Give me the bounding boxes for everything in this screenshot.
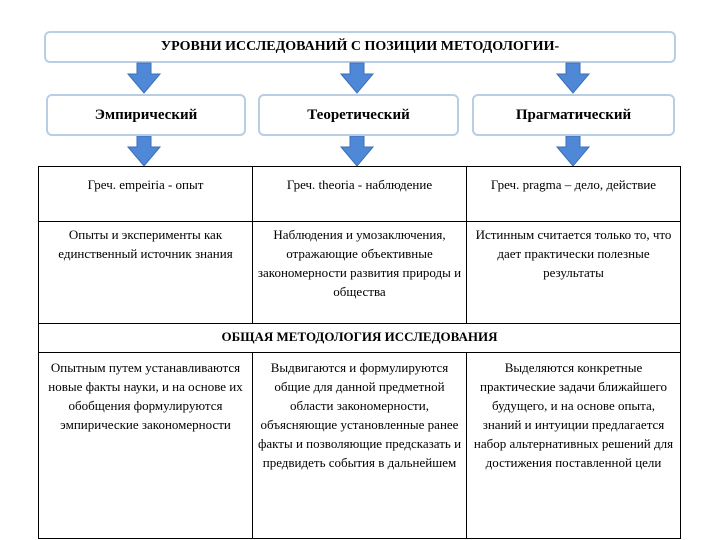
level-theoretical: Теоретический xyxy=(258,94,459,136)
level-empirical: Эмпирический xyxy=(46,94,246,136)
description-empirical: Опыты и эксперименты как единственный источник знания xyxy=(39,222,253,324)
arrow-down-icon xyxy=(557,63,589,93)
levels-table xyxy=(38,166,681,539)
methodology-theoretical: Выдвигаются и формулируются общие для данной предметной области закономерности, объясняющие установленные ранее факты и позволяющие предсказать и предвидеть события в дальнейшем xyxy=(253,353,467,539)
arrow-down-icon xyxy=(557,136,589,166)
greek-origin-pragmatic: Греч. pragma – дело, действие xyxy=(467,167,681,222)
arrow-down-icon xyxy=(341,63,373,93)
table-row xyxy=(39,324,681,353)
methodology-empirical: Опытным путем устанавливаются новые факты науки, и на основе их обобщения формулируются эмпирические закономерности xyxy=(39,353,253,539)
description-pragmatic: Истинным считается только то, что дает практически полезные результаты xyxy=(467,222,681,324)
general-methodology-header: ОБЩАЯ МЕТОДОЛОГИЯ ИССЛЕДОВАНИЯ xyxy=(39,324,681,353)
greek-origin-theoretical: Греч. theoria - наблюдение xyxy=(253,167,467,222)
description-theoretical: Наблюдения и умозаключения, отражающие объективные закономерности развития природы и общества xyxy=(253,222,467,324)
table-row xyxy=(39,353,681,539)
methodology-pragmatic: Выделяются конкретные практические задачи ближайшего будущего, и на основе опыта, знаний и интуиции предлагается набор альтернативных решений для достижения поставленной цели xyxy=(467,353,681,539)
arrow-down-icon xyxy=(341,136,373,166)
level-pragmatic: Прагматический xyxy=(472,94,675,136)
diagram-title: УРОВНИ ИССЛЕДОВАНИЙ С ПОЗИЦИИ МЕТОДОЛОГИИ- xyxy=(44,31,676,63)
arrow-down-icon xyxy=(128,63,160,93)
greek-origin-empirical: Греч. empeiria - опыт xyxy=(39,167,253,222)
arrow-down-icon xyxy=(128,136,160,166)
table-row xyxy=(39,167,681,222)
table-row xyxy=(39,222,681,324)
